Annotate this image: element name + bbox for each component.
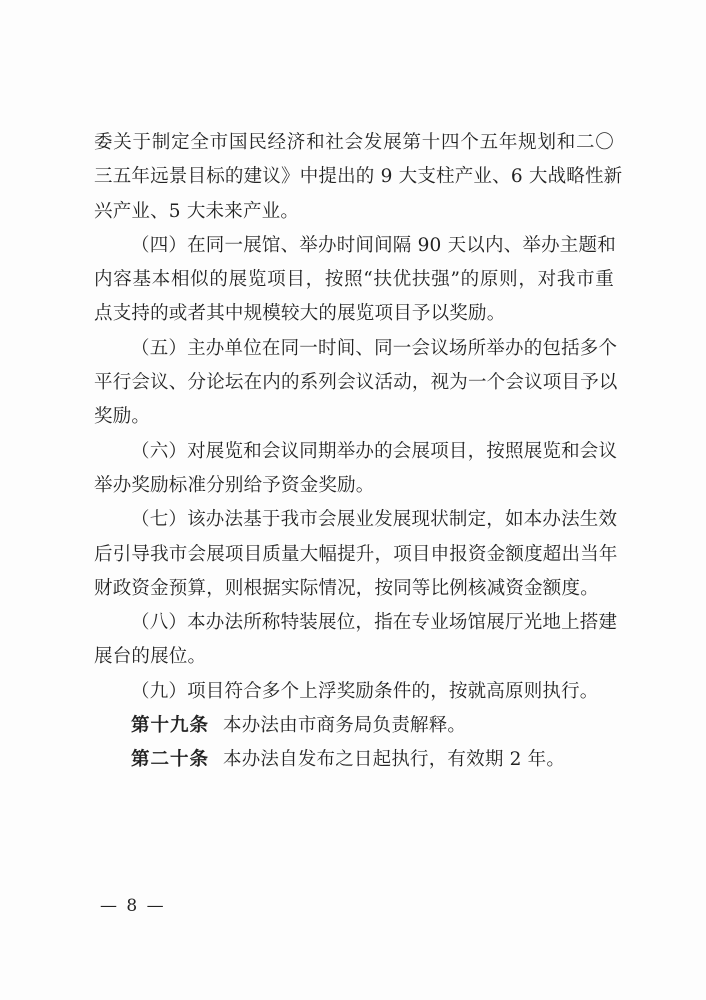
- clause-8-line: 展台的展位。: [94, 646, 207, 668]
- article-19-text: 本办法由市商务局负责解释。: [223, 715, 467, 737]
- text-line: 委关于制定全市国民经济和社会发展第十四个五年规划和二〇: [94, 132, 614, 153]
- text-line: 兴产业、5 大未来产业。: [94, 200, 300, 222]
- clause-9-line: （九）项目符合多个上浮奖励条件的，按就高原则执行。: [131, 680, 599, 702]
- article-20-heading: 第二十条: [131, 749, 210, 771]
- body-text: [94, 126, 623, 778]
- text-line: 三五年远景目标的建议》中提出的 9 大支柱产业、6 大战略性新: [94, 166, 623, 188]
- article-19: [94, 709, 614, 743]
- clause-7-line: 财政资金预算，则根据实际情况，按同等比例核减资金额度。: [94, 577, 599, 599]
- clause-4-line: （四）在同一展馆、举办时间间隔 90 天以内、举办主题和: [131, 234, 616, 256]
- clause-5-line: （五）主办单位在同一时间、同一会议场所举办的包括多个: [131, 337, 618, 359]
- clause-6-line: （六）对展览和会议同期举办的会展项目，按照展览和会议: [131, 440, 618, 462]
- clause-7-line: 后引导我市会展项目质量大幅提升，项目申报资金额度超出当年: [94, 543, 618, 565]
- clause-7-line: （七）该办法基于我市会展业发展现状制定，如本办法生效: [131, 509, 618, 531]
- article-19-heading: 第十九条: [131, 715, 210, 737]
- article-20: [94, 743, 614, 777]
- clause-6-line: 举办奖励标准分别给予资金奖励。: [94, 474, 375, 496]
- clause-8-line: （八）本办法所称特装展位，指在专业场馆展厅光地上搭建: [131, 612, 618, 634]
- clause-4-line: 内容基本相似的展览项目，按照“扶优扶强”的原则，对我市重: [94, 269, 614, 291]
- page-number: — 8 —: [100, 896, 166, 916]
- article-20-text: 本办法自发布之日起执行，有效期 2 年。: [223, 749, 566, 771]
- clause-4-line: 点支持的或者其中规模较大的展览项目予以奖励。: [94, 303, 506, 325]
- clause-5-line: 平行会议、分论坛在内的系列会议活动，视为一个会议项目予以: [94, 372, 618, 394]
- clause-5-line: 奖励。: [94, 406, 151, 428]
